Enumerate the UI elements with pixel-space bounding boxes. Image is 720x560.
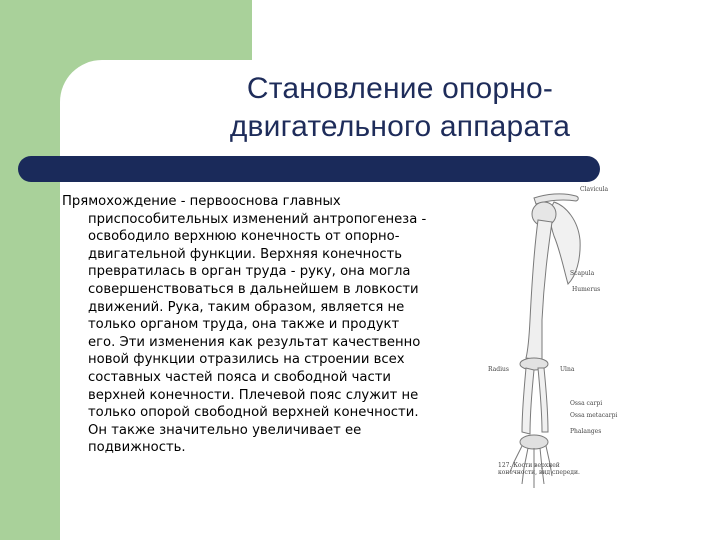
ulna-bone — [538, 368, 548, 432]
arm-bones-drawing — [484, 180, 604, 492]
label-clavicula: Clavicula — [580, 186, 609, 193]
label-scapula: Scapula — [570, 270, 595, 277]
title-divider-bar — [18, 156, 600, 182]
title-line-2: двигательного аппарата — [229, 110, 571, 143]
label-ossa-carpi: Ossa carpi — [570, 400, 603, 407]
slide-body — [62, 193, 428, 457]
slide-title — [160, 70, 640, 146]
label-phalanges: Phalanges — [570, 428, 602, 435]
arm-skeleton-illustration — [484, 180, 604, 492]
humerus-bone — [526, 220, 552, 360]
label-ulna: Ulna — [560, 366, 575, 373]
radius-bone — [522, 368, 534, 434]
carpal-bones — [520, 435, 548, 449]
title-line-1: Становление опорно- — [246, 72, 554, 105]
label-radius: Radius — [488, 366, 509, 373]
body-paragraph: Прямохождение - первооснова главных приспособительных изменений антропогенеза - освободило верхнюю конечность от опорно-двигательной функции. Верхняя конечность превратилась в орган труда - руку, она могла совершенствоваться в дальнейшем в ловкости движений. Рука, таким образом, является не только органом труда, она также и продукт его. Эти изменения как результат качественно новой функции отразились на строении всех составных частей пояса и свободной части верхней конечности. Плечевой пояс служит не только опорой свободной верхней конечности. Он также значительно увеличивает ее подвижность. — [62, 194, 427, 456]
figure-caption: 127. Кости верхней конечности, вид спереди. — [498, 462, 580, 476]
label-humerus: Humerus — [572, 286, 601, 293]
label-ossa-metacarpi: Ossa metacarpi — [570, 412, 618, 419]
